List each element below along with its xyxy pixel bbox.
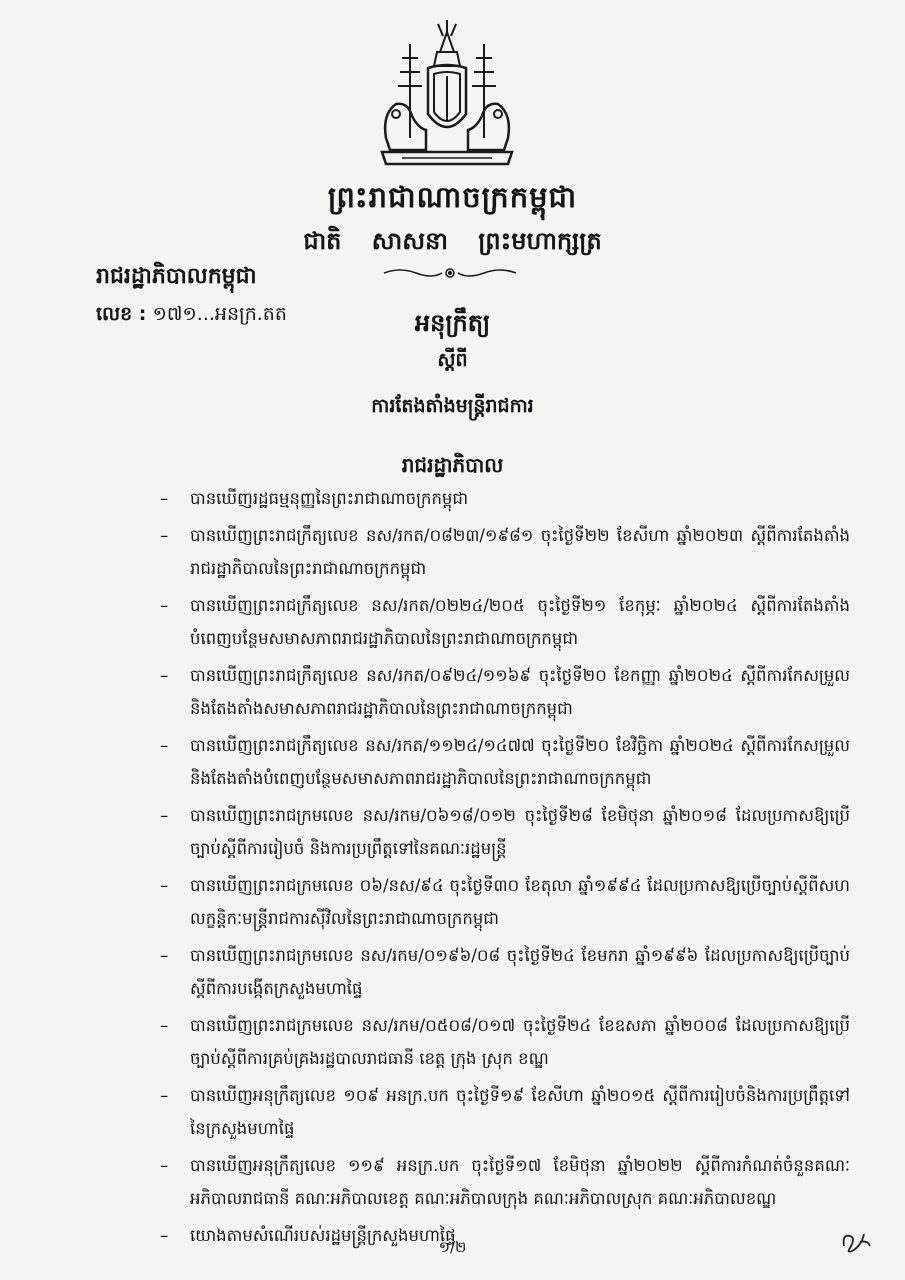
list-item: – បានឃើញព្រះរាជក្រឹត្យលេខ នស/រកត/០២២៤/២០៥ ចុះថ្ងៃទី២១ ខែកុម្ភៈ ឆ្នាំ២០២៤ ស្តីពីការតែងតាំងបំពេញបន្ថែមសមាសភាពរាជរដ្ឋាភិបាលនៃព្រះរាជាណាចក្រកម្ពុជា: [160, 589, 850, 655]
list-dash: –: [160, 1226, 169, 1245]
list-dash: –: [160, 946, 169, 965]
list-dash: –: [160, 666, 169, 685]
list-dash: –: [160, 1086, 169, 1105]
list-dash: –: [160, 1156, 169, 1175]
list-dash: –: [160, 1016, 169, 1035]
list-item: – បានឃើញព្រះរាជក្រមលេខ នស/រកម/០៥០៨/០១៧ ចុះថ្ងៃទី២៤ ខែឧសភា ឆ្នាំ២០០៨ ដែលប្រកាសឱ្យប្រើច្បាប់ស្តីពីការគ្រប់គ្រងរដ្ឋបាលរាជធានី ខេត្ត ក្រុង ស្រុក ខណ្ឌ: [160, 1009, 850, 1075]
list-item: – បានឃើញព្រះរាជក្រឹត្យលេខ នស/រកត/០៩២៤/១១៦៩ ចុះថ្ងៃទី២០ ខែកញ្ញា ឆ្នាំ២០២៤ ស្តីពីការកែសម្រួលនិងតែងតាំងសមាសភាពរាជរដ្ឋាភិបាលនៃព្រះរាជាណាចក្រកម្ពុជា: [160, 659, 850, 725]
document-type: អនុក្រឹត្យ: [414, 309, 491, 337]
list-dash: –: [160, 736, 169, 755]
list-item: – បានឃើញព្រះរាជក្រឹត្យលេខ នស/រកត/០៨២៣/១៩៨១ ចុះថ្ងៃទី២២ ខែសីហា ឆ្នាំ២០២៣ ស្តីពីការតែងតាំងរាជរដ្ឋាភិបាលនៃព្រះរាជាណាចក្រកម្ពុជា: [160, 519, 850, 585]
list-item: – បានឃើញព្រះរាជក្រឹត្យលេខ នស/រកត/១១២៤/១៤៧៧ ចុះថ្ងៃទី២០ ខែវិច្ឆិកា ឆ្នាំ២០២៤ ស្តីពីការកែសម្រួលនិងតែងតាំងបំពេញបន្ថែមសមាសភាពរាជរដ្ឋាភិបាលនៃព្រះរាជាណាចក្រកម្ពុជា: [160, 729, 850, 795]
list-dash: –: [160, 596, 169, 615]
list-item: – យោងតាមសំណើរបស់រដ្ឋមន្ត្រីក្រសួងមហាផ្ទៃ: [160, 1219, 850, 1252]
list-item: – បានឃើញអនុក្រឹត្យលេខ ១១៩ អនក្រ.បក ចុះថ្ងៃទី១៧ ខែមិថុនា ឆ្នាំ២០២២ ស្តីពីការកំណត់ចំនួនគណៈអភិបាលរាជធានី គណៈអភិបាលខេត្ត គណៈអភិបាលក្រុង គណៈអភិបាលស្រុក គណៈអភិបាលខណ្ឌ: [160, 1149, 850, 1215]
page-number: ១/២: [438, 1238, 467, 1256]
about-label: ស្តីពី: [437, 349, 468, 371]
divider-ornament-icon: [380, 266, 520, 280]
document-subject: ការតែងតាំងមន្ត្រីរាជការ: [371, 395, 534, 417]
list-item: – បានឃើញព្រះរាជក្រមលេខ ០៦/នស/៩៤ ចុះថ្ងៃទី៣០ ខែតុលា ឆ្នាំ១៩៩៤ ដែលប្រកាសឱ្យប្រើច្បាប់ស្តីពីសហលក្ខន្តិកៈមន្ត្រីរាជការស៊ីវិលនៃព្រះរាជាណាចក្រកម្ពុជា: [160, 869, 850, 935]
reference-value: ១៧១...អនក្រ.តត: [152, 303, 287, 325]
list-dash: –: [160, 876, 169, 895]
reference-label: លេខ :: [96, 303, 147, 325]
handwritten-initial-icon: [838, 1228, 874, 1256]
list-item: – បានឃើញព្រះរាជក្រមលេខ នស/រកម/០១៩៦/០៨ ចុះថ្ងៃទី២៤ ខែមករា ឆ្នាំ១៩៩៦ ដែលប្រកាសឱ្យប្រើច្បាប់ស្តីពីការបង្កើតក្រសួងមហាផ្ទៃ: [160, 939, 850, 1005]
list-dash: –: [160, 526, 169, 545]
list-item: – បានឃើញរដ្ឋធម្មនុញ្ញនៃព្រះរាជាណាចក្រកម្ពុជា: [160, 482, 850, 515]
list-dash: –: [160, 806, 169, 825]
government-name: រាជរដ្ឋាភិបាលកម្ពុជា: [96, 264, 257, 289]
list-item: – បានឃើញអនុក្រឹត្យលេខ ១០៩ អនក្រ.បក ចុះថ្ងៃទី១៩ ខែសីហា ឆ្នាំ២០១៥ ស្តីពីការរៀបចំនិងការប្រព្រឹត្តទៅនៃក្រសួងមហាផ្ទៃ: [160, 1079, 850, 1145]
royal-emblem-icon: [372, 18, 522, 170]
preamble-list: [160, 482, 850, 1256]
issuer-heading: រាជរដ្ឋាភិបាល: [401, 453, 504, 477]
list-dash: –: [160, 489, 169, 508]
list-item: – បានឃើញព្រះរាជក្រមលេខ នស/រកម/០៦១៨/០១២ ចុះថ្ងៃទី២៨ ខែមិថុនា ឆ្នាំ២០១៨ ដែលប្រកាសឱ្យប្រើច្បាប់ស្តីពីការរៀបចំ និងការប្រព្រឹត្តទៅនៃគណៈរដ្ឋមន្ត្រី: [160, 799, 850, 865]
kingdom-title: ព្រះរាជាណាចក្រកម្ពុជា: [327, 180, 578, 214]
national-motto: ជាតិ សាសនា ព្រះមហាក្សត្រ: [303, 227, 602, 255]
